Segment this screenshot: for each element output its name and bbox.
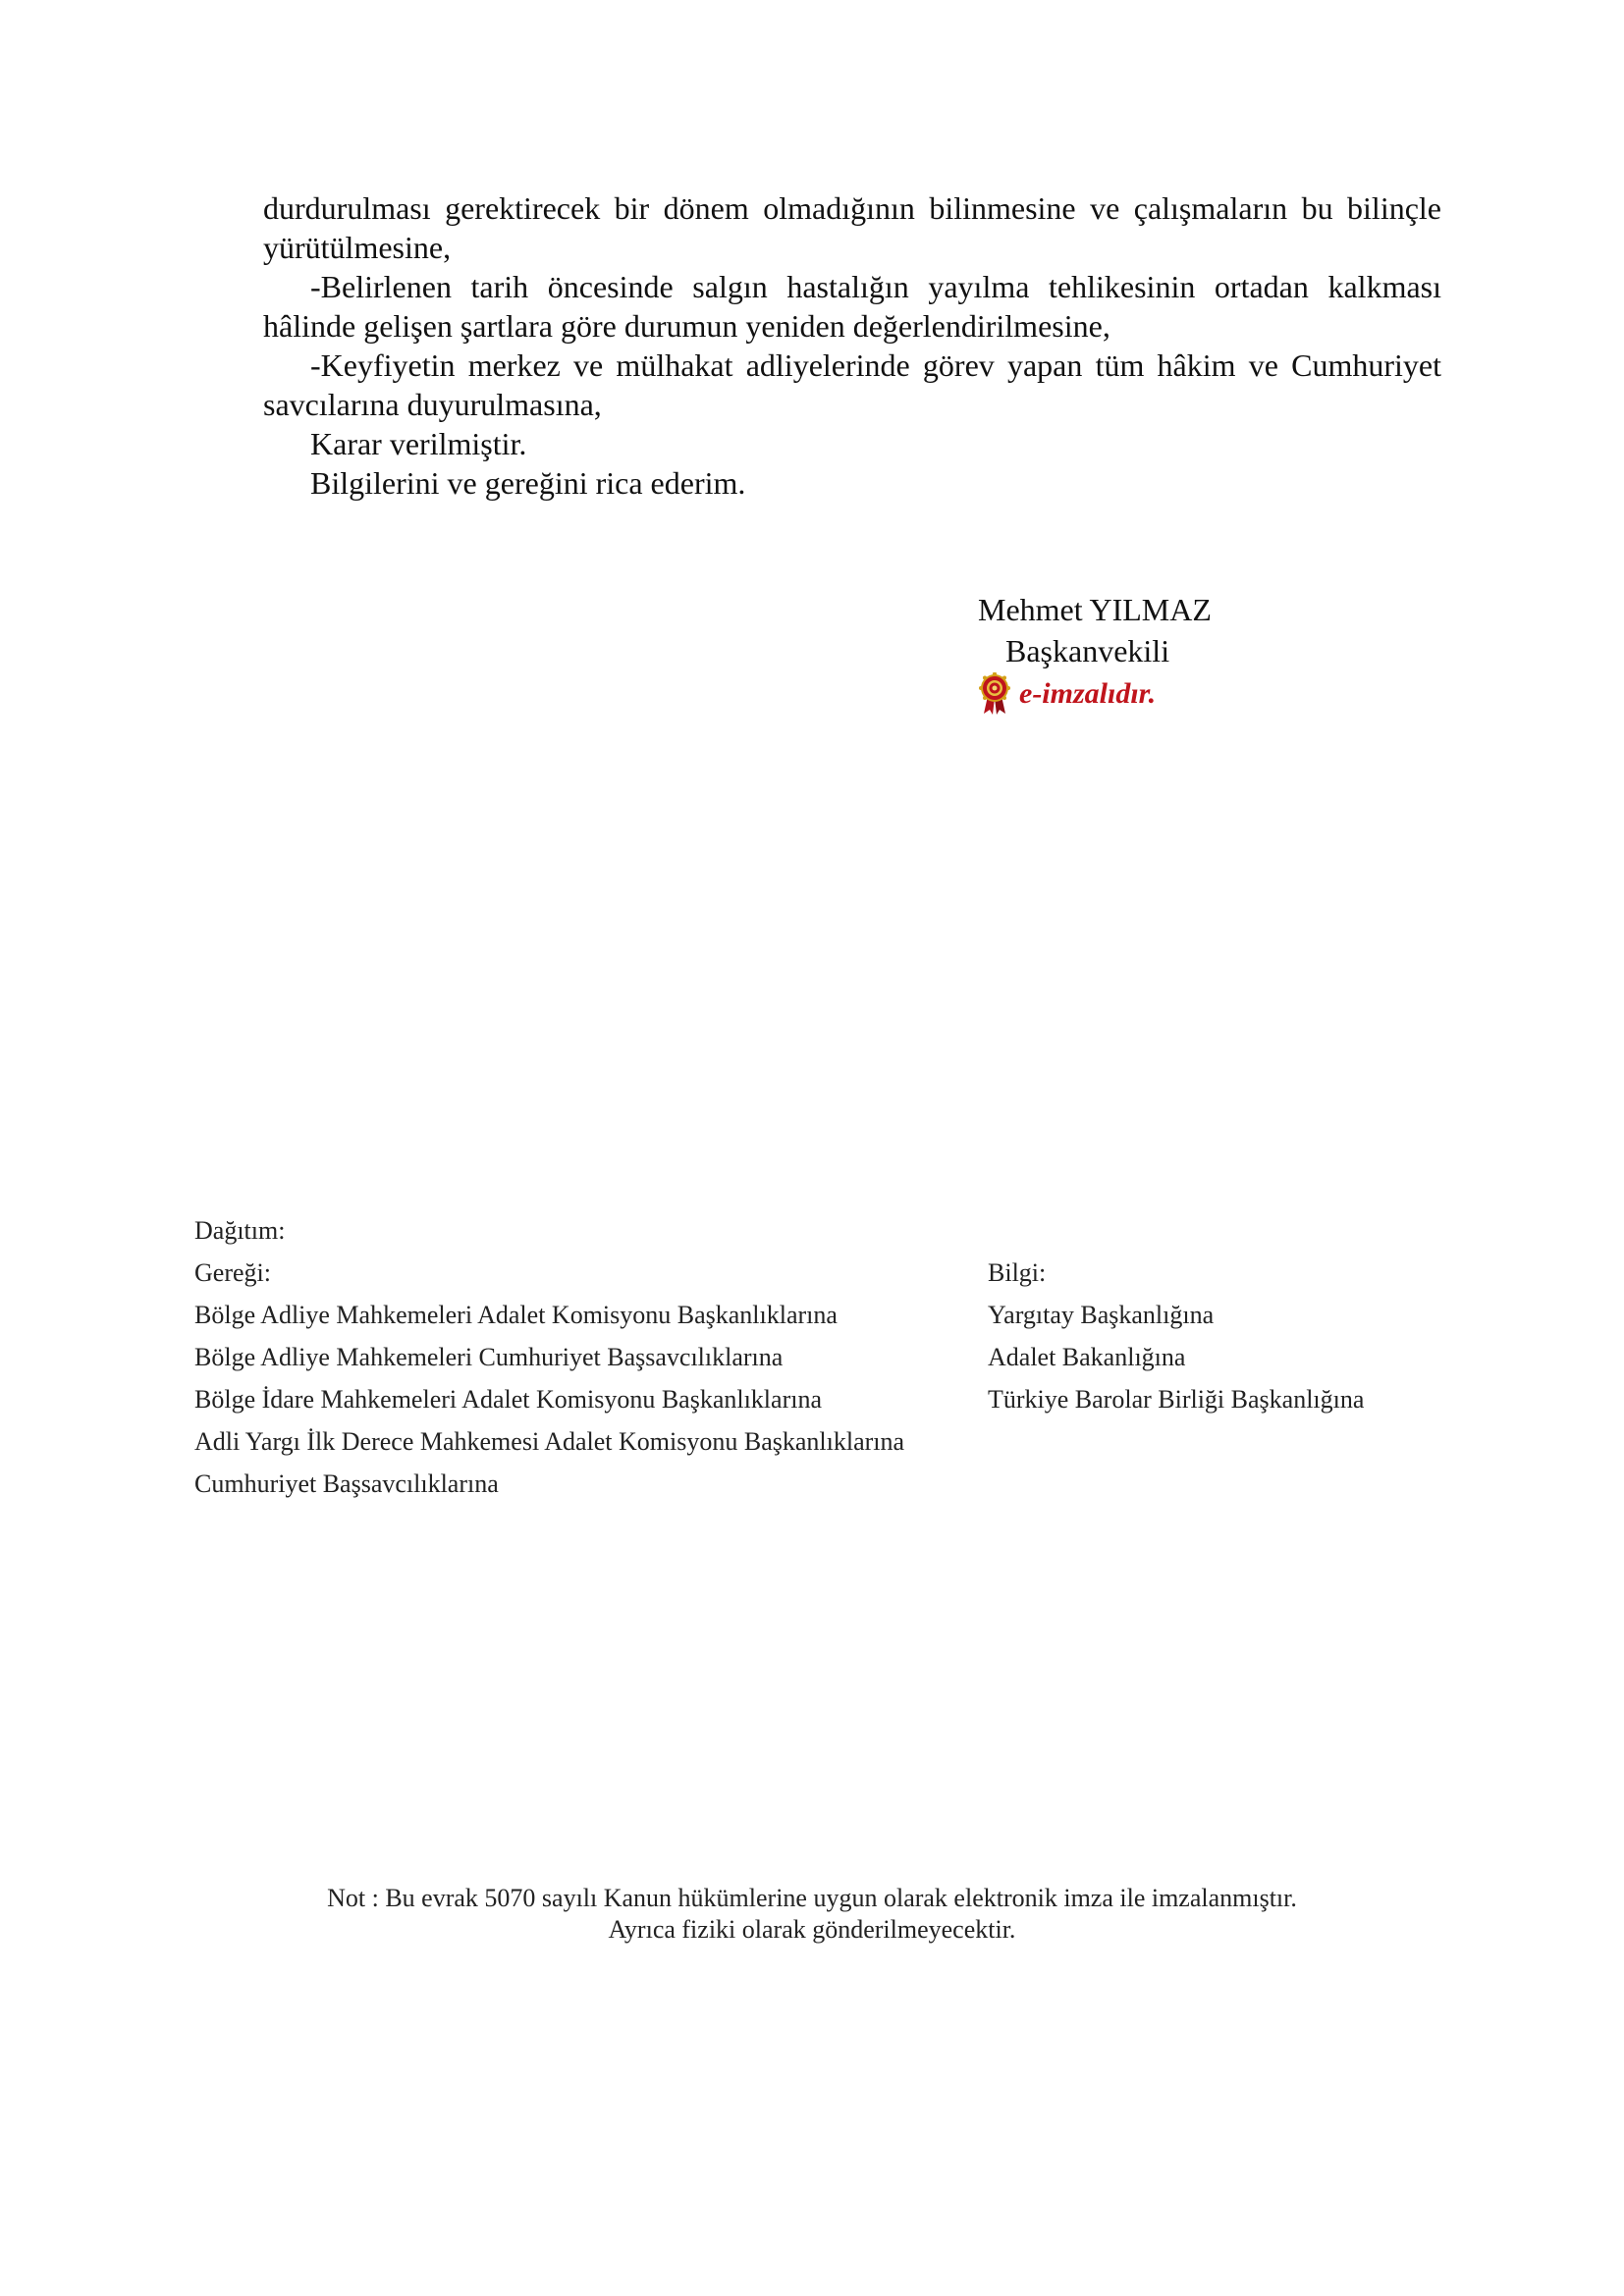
distribution-info-recipient: Adalet Bakanlığına [988,1343,1186,1371]
paragraph: Bilgilerini ve gereğini rica ederim. [310,465,746,501]
distribution-title: Dağıtım: [194,1216,286,1245]
distribution-action-column [194,1252,960,1505]
footer-note-line: Not : Bu evrak 5070 sayılı Kanun hükümlerine uygun olarak elektronik imza ile imzalanmıştır. [327,1884,1297,1912]
distribution-recipient: Adli Yargı İlk Derece Mahkemesi Adalet Komisyonu Başkanlıklarına [194,1427,905,1456]
paragraph: -Belirlenen tarih öncesinde salgın hastalığın yayılma tehlikesinin ortadan kalkması hâlinde gelişen şartlara göre durumun yeniden değerlendirilmesine, [263,269,1441,344]
distribution-info-header: Bilgi: [988,1258,1047,1287]
distribution-action-header: Gereği: [194,1258,271,1287]
distribution-recipient: Bölge Adliye Mahkemeleri Cumhuriyet Başsavcılıklarına [194,1343,784,1371]
distribution-recipient: Bölge Adliye Mahkemeleri Adalet Komisyonu Başkanlıklarına [194,1301,838,1329]
signatory-title: Başkanvekili [1005,633,1170,668]
distribution-info-recipient: Yargıtay Başkanlığına [988,1301,1215,1329]
distribution-info-recipient: Türkiye Barolar Birliği Başkanlığına [988,1385,1365,1414]
footer-note [196,1883,1428,1946]
distribution-recipient: Cumhuriyet Başsavcılıklarına [194,1469,499,1498]
seal-icon [978,672,1011,716]
paragraph: Karar verilmiştir. [310,426,527,461]
distribution-section [194,1209,1471,1498]
distribution-recipient: Bölge İdare Mahkemeleri Adalet Komisyonu Başkanlıklarına [194,1385,822,1414]
paragraph: -Keyfiyetin merkez ve mülhakat adliyelerinde görev yapan tüm hâkim ve Cumhuriyet savcılarına duyurulmasına, [263,347,1441,422]
signature-block [978,589,1312,717]
e-signature-label: e-imzalıdır. [1019,677,1157,710]
e-signature-row [978,671,1312,717]
paragraph: durdurulması gerektirecek bir dönem olmadığının bilinmesine ve çalışmaların bu bilinçle yürütülmesine, [263,190,1441,265]
footer-note-line: Ayrıca fiziki olarak gönderilmeyecektir. [608,1915,1016,1944]
distribution-info-column [988,1252,1459,1420]
body-text [263,188,1441,503]
signatory-name: Mehmet YILMAZ [978,592,1212,627]
